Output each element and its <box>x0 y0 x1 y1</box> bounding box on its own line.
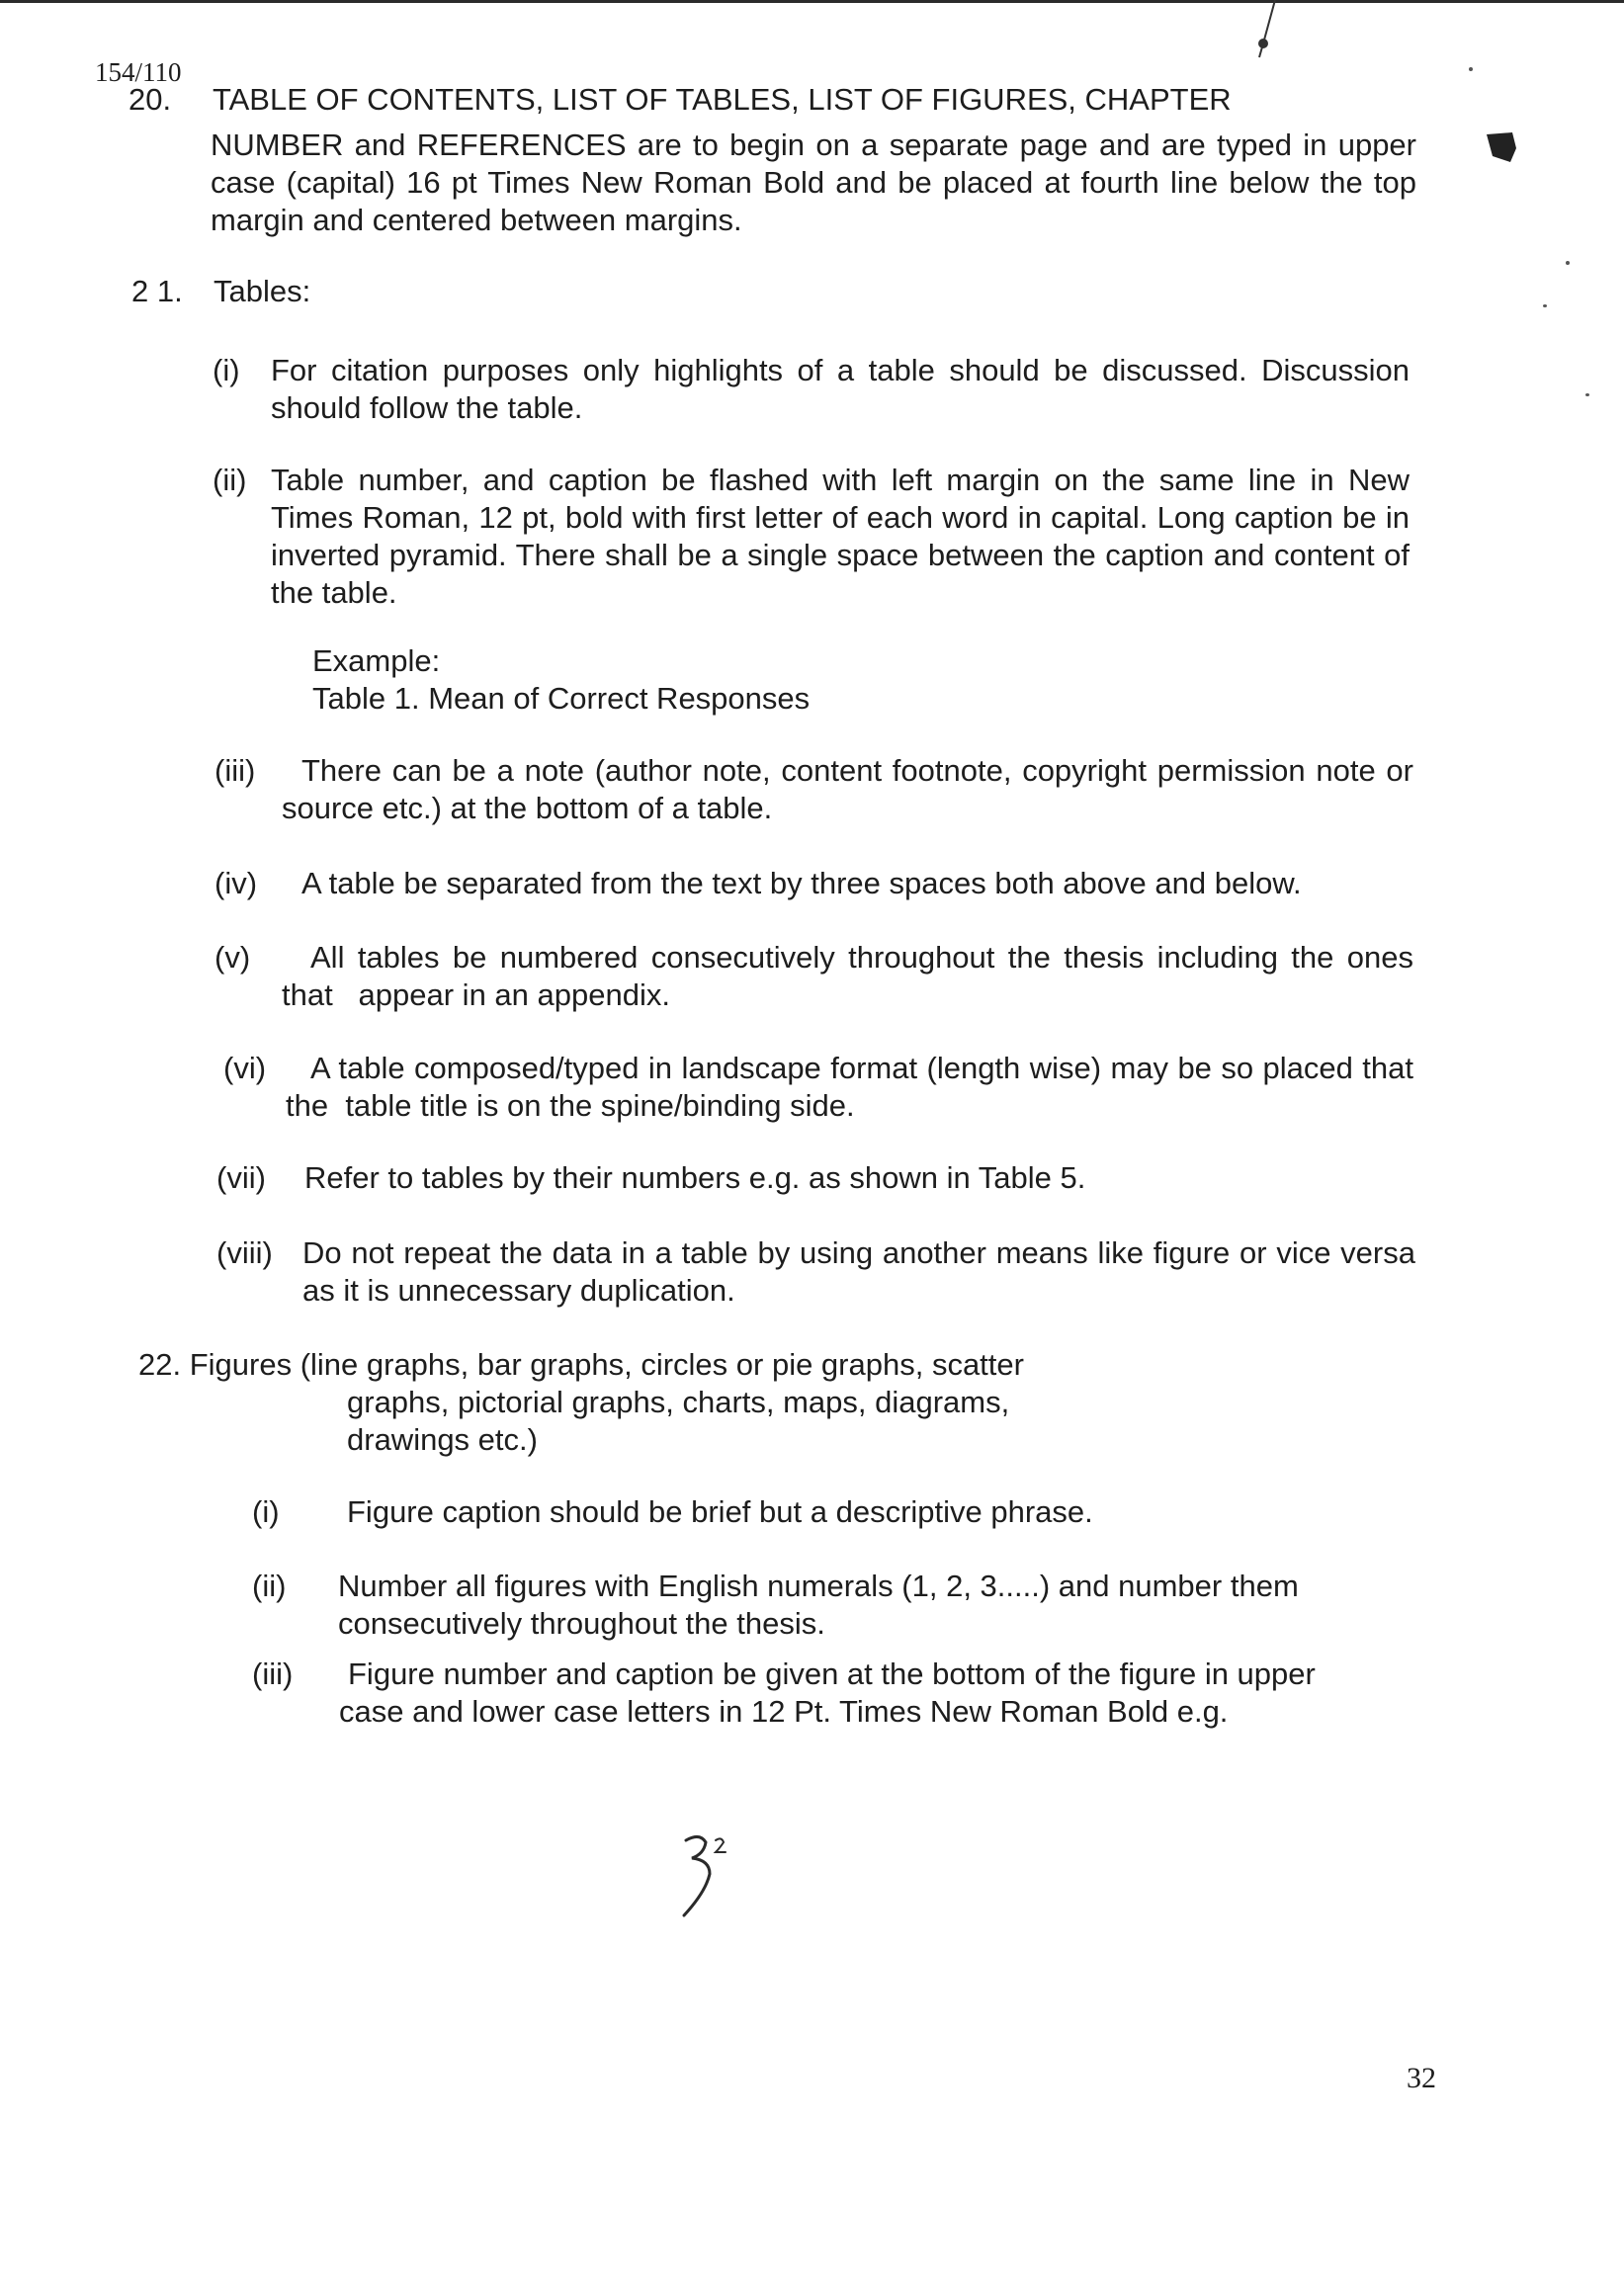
table-item-label: (iv) <box>214 866 258 900</box>
page-number: 32 <box>1407 2062 1436 2094</box>
scan-speck <box>1469 67 1473 71</box>
section-20-heading: TABLE OF CONTENTS, LIST OF TABLES, LIST OF FIGURES, CHAPTER <box>213 82 1232 117</box>
table-item-text: Table number, and caption be flashed with left margin on the same line in New Times Roman, 12 pt, bold with first letter of each word in capital. Long caption be in inverted pyramid. There shall be a single space between the caption and content of the table. <box>271 463 1410 610</box>
section-20-body: NUMBER and REFERENCES are to begin on a separate page and are typed in upper case (capital) 16 pt Times New Roman Bold and be placed at fourth line below the top margin and centered between margins. <box>211 127 1416 237</box>
scan-speck <box>1543 304 1547 307</box>
figure-item-text: Figure caption should be brief but a descriptive phrase. <box>347 1494 1093 1529</box>
section-22-heading-cont: drawings etc.) <box>347 1422 538 1457</box>
table-item-label: (i) <box>213 353 240 387</box>
pen-mark-top <box>1239 0 1279 64</box>
figure-item-label: (i) <box>252 1494 280 1529</box>
document-id: 154/110 <box>95 57 182 87</box>
section-21-heading: Tables: <box>214 274 311 308</box>
example-label: Example: <box>312 643 441 678</box>
table-item-label: (viii) <box>216 1235 273 1270</box>
table-item-text: For citation purposes only highlights of a table should be discussed. Discussion should follow the table. <box>271 353 1410 425</box>
table-item-text: There can be a note (author note, content footnote, copyright permission note or source etc.) at the bottom of a table. <box>282 753 1413 825</box>
scan-top-edge <box>0 0 1624 3</box>
section-22-heading: 22. Figures (line graphs, bar graphs, circles or pie graphs, scatter <box>138 1347 1024 1382</box>
scan-speck <box>1566 261 1570 265</box>
table-item-label: (vi) <box>223 1051 267 1085</box>
table-item-text: A table composed/typed in landscape format (length wise) may be so placed that the table title is on the spine/binding side. <box>286 1051 1422 1123</box>
table-item-label: (iii) <box>214 753 256 788</box>
section-20-number: 20. <box>128 82 172 117</box>
table-item-text: All tables be numbered consecutively throughout the thesis including the ones that appear in an appendix. <box>282 940 1422 1012</box>
table-item-label: (v) <box>214 940 251 975</box>
scan-speck <box>1585 393 1589 396</box>
example-caption: Table 1. Mean of Correct Responses <box>312 681 811 716</box>
section-22-heading-cont: graphs, pictorial graphs, charts, maps, diagrams, <box>347 1385 1010 1419</box>
figure-item-text: Figure number and caption be given at the bottom of the figure in upper case and lower case letters in 12 Pt. Times New Roman Bold e.g. <box>339 1656 1316 1729</box>
table-item-text: Do not repeat the data in a table by using another means like figure or vice versa as it is unnecessary duplication. <box>302 1235 1415 1308</box>
section-21-number: 2 1. <box>131 274 183 308</box>
table-item-label: (ii) <box>213 463 247 497</box>
figure-item-label: (ii) <box>252 1569 287 1603</box>
handwritten-page-mark <box>680 1830 749 1924</box>
table-item-text: A table be separated from the text by three spaces both above and below. <box>301 866 1302 900</box>
figure-item-text: Number all figures with English numerals (1, 2, 3.....) and number them consecutively throughout the thesis. <box>338 1569 1299 1641</box>
figure-item-label: (iii) <box>252 1656 294 1691</box>
table-item-label: (vii) <box>216 1160 266 1195</box>
ink-blot <box>1483 128 1522 173</box>
table-item-text: Refer to tables by their numbers e.g. as shown in Table 5. <box>304 1160 1086 1195</box>
